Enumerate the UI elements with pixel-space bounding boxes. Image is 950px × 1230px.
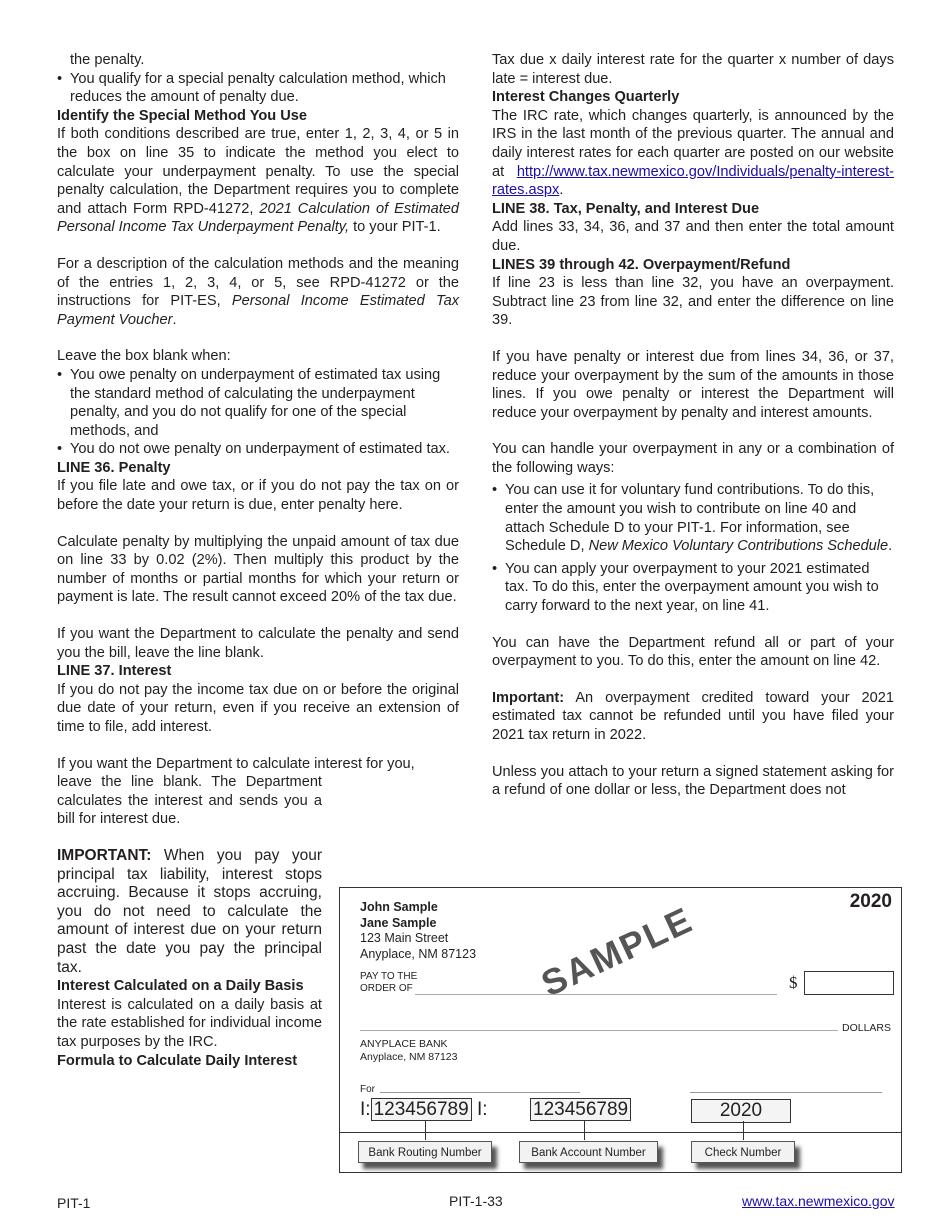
micr-symbol-2: I: — [476, 1099, 488, 1120]
check-year: 2020 — [849, 891, 892, 912]
desc-text-1: For a description of the calculation methods and the meaning of the entries 1, 2, 3, 4, or 5, see RPD-41272 or the instructions for PIT-ES, — [57, 255, 459, 310]
right-column — [492, 51, 894, 800]
overpayment-paragraph-2: If you have penalty or interest due from lines 34, 36, or 37, reduce your overpayment by the sum of the amounts in those lines. If you owe penalty or interest the Department will reduce your overpayment by penalty and interest amounts. — [492, 348, 894, 421]
form-title-rpd41272: 2021 Calculation of Estimated Personal Income Tax Underpayment Penalty, — [57, 200, 459, 236]
bullet-owe-penalty: • You owe penalty on underpayment of estimated tax using the standard method of calculating the underpayment penalty, and you do not qualify for one of the special methods, and — [57, 366, 459, 440]
account-pointer — [584, 1121, 585, 1140]
bank-info — [360, 1038, 457, 1063]
footer-form-name: PIT-1 — [57, 1195, 91, 1211]
heading-formula: Formula to Calculate Daily Interest — [57, 1052, 298, 1069]
footer-page-number: PIT-1-33 — [449, 1193, 503, 1209]
heading-line37: LINE 37. Interest — [57, 663, 172, 680]
penalty-fragment: the penalty. — [70, 52, 145, 68]
special-text-2: to your PIT-1. — [349, 219, 441, 236]
pay-to-line — [415, 994, 777, 995]
memo-line — [380, 1092, 580, 1093]
overpayment-bullets — [492, 481, 894, 615]
important-label: IMPORTANT: — [57, 846, 152, 864]
heading-interest-quarterly: Interest Changes Quarterly — [492, 89, 680, 106]
important-paragraph — [57, 847, 322, 977]
pay-to-line2: ORDER OF — [360, 983, 413, 994]
daily-basis-paragraph: Interest is calculated on a daily basis at the rate established for individual income tax purposes by the IRC. — [57, 996, 322, 1050]
bullet-apply-estimated: • You can apply your overpayment to your 2021 estimated tax. To do this, enter the overpayment amount you wish to carry forward to the next year, on line 41. — [492, 560, 894, 616]
heading-special-method: Identify the Special Method You Use — [57, 107, 308, 124]
refund-paragraph: You can have the Department refund all or part of your overpayment to you. To do this, enter the amount on line 42. — [492, 634, 894, 670]
unless-paragraph: Unless you attach to your return a signed statement asking for a refund of one dollar or less, the Department does not — [492, 763, 894, 799]
payer-city: Anyplace, NM 87123 — [360, 946, 477, 961]
bank-name: ANYPLACE BANK — [360, 1038, 448, 1050]
overpayment-paragraph-1: If line 23 is less than line 32, you have an overpayment. Subtract line 23 from line 32, and enter the difference on line 39. — [492, 275, 894, 329]
bank-account-number-label: Bank Account Number — [519, 1141, 658, 1163]
signature-line — [690, 1092, 882, 1093]
leave-blank-intro: Leave the box blank when: — [57, 348, 231, 365]
important-text: When you pay your principal tax liability, interest stops accruing. Because it stops accruing, you do not need to calculate the amount of interest due on your return past the date you pay the principal tax. — [57, 846, 322, 976]
voluntary-text: You can use it for voluntary fund contributions. To do this, enter the amount you wish to contribute on line 40 and attach Schedule D to your PIT-1. For information, see Schedule D, — [505, 482, 875, 555]
routing-number: 123456789 — [371, 1098, 472, 1121]
quarterly-text: The IRC rate, which changes quarterly, is announced by the IRS in the last month of the previous quarter. The annual and daily interest rates for each quarter are posted on our website at — [492, 107, 894, 180]
bank-routing-number-label: Bank Routing Number — [358, 1141, 492, 1163]
quarterly-paragraph — [492, 107, 894, 200]
sample-check — [339, 887, 902, 1173]
special-text-1: If both conditions described are true, enter 1, 2, 3, 4, or 5 in the box on line 35 to indicate the method you elect to calculate your underpayment penalty. To use the special penalty calculation, the Department requires you to complete and attach Form RPD-41272, — [57, 126, 459, 217]
payer-street: 123 Main Street — [360, 931, 449, 945]
special-method-paragraph — [57, 125, 459, 237]
desc-text-2: . — [172, 311, 177, 328]
routing-pointer — [425, 1121, 426, 1140]
for-label: For — [360, 1084, 375, 1095]
account-number: 123456789 — [530, 1098, 631, 1121]
micr-routing — [360, 1099, 488, 1121]
formula-paragraph: Tax due x daily interest rate for the quarter x number of days late = interest due. — [492, 52, 894, 87]
bullet-voluntary-fund — [492, 481, 894, 555]
pay-to-label — [360, 971, 417, 995]
schedule-d-title: New Mexico Voluntary Contributions Schedule — [588, 538, 889, 555]
payer-name-1: John Sample — [360, 900, 438, 914]
description-paragraph — [57, 255, 459, 329]
heading-line38: LINE 38. Tax, Penalty, and Interest Due — [492, 200, 760, 217]
penalty-bullets — [57, 70, 459, 107]
check-number: 2020 — [691, 1099, 791, 1123]
interest-rates-link[interactable]: http://www.tax.newmexico.gov/Individuals/penalty-interest-rates.aspx — [492, 163, 894, 199]
line36-paragraph-3: If you want the Department to calculate the penalty and send you the bill, leave the line blank. — [57, 626, 459, 661]
bullet-special-method: • You qualify for a special penalty calculation method, which reduces the amount of penalty due. — [57, 70, 459, 107]
heading-lines39-42: LINES 39 through 42. Overpayment/Refund — [492, 256, 791, 273]
dollar-sign: $ — [789, 973, 798, 992]
line36-paragraph-2: Calculate penalty by multiplying the unpaid amount of tax due on line 33 by 0.02 (2%). Then multiply this product by the number of months or partial months for which your return or payment is late. The result cannot exceed 20% of the tax due. — [57, 533, 459, 606]
important-refund-paragraph — [492, 689, 894, 745]
overpayment-paragraph-3: You can handle your overpayment in any or a combination of the following ways: — [492, 441, 894, 476]
pit-es-title: Personal Income Estimated Tax Payment Voucher — [57, 293, 459, 328]
micr-symbol-1: I: — [360, 1099, 371, 1120]
footer-website-link[interactable]: www.tax.newmexico.gov — [742, 1193, 895, 1209]
line37-paragraph-1: If you do not pay the income tax due on or before the original due date of your return, even if you receive an extension of time to file, add interest. — [57, 681, 459, 735]
line38-paragraph: Add lines 33, 34, 36, and 37 and then enter the total amount due. — [492, 219, 894, 254]
micr-account — [530, 1099, 631, 1121]
line37-paragraph-2-wide: If you want the Department to calculate interest for you, — [57, 755, 415, 772]
voluntary-end: . — [888, 538, 893, 555]
check-number-pointer — [743, 1121, 744, 1140]
micr-check-number — [691, 1099, 791, 1123]
important-refund-text: An overpayment credited toward your 2021 estimated tax cannot be refunded until you have filed your 2021 tax return in 2022. — [492, 689, 894, 743]
heading-daily-basis: Interest Calculated on a Daily Basis — [57, 978, 304, 995]
line36-paragraph-1: If you file late and owe tax, or if you do not pay the tax on or before the date your return is due, enter penalty here. — [57, 478, 459, 514]
sample-watermark: SAMPLE — [534, 898, 700, 1005]
important-refund-label: Important: — [492, 689, 565, 706]
check-number-label: Check Number — [691, 1141, 795, 1163]
amount-box — [804, 971, 894, 995]
dollars-label: DOLLARS — [842, 1022, 892, 1034]
dollars-line — [360, 1030, 838, 1031]
bank-city: Anyplace, NM 87123 — [360, 1050, 458, 1063]
payer-name-2: Jane Sample — [360, 915, 437, 930]
heading-line36: LINE 36. Penalty — [57, 459, 171, 476]
narrow-column-text — [57, 773, 322, 1070]
bullet-no-penalty: • You do not owe penalty on underpayment of estimated tax. — [57, 440, 459, 459]
leave-blank-bullets — [57, 366, 459, 459]
check-payer-info — [360, 900, 476, 962]
line37-paragraph-2-narrow: leave the line blank. The Department calculates the interest and sends you a bill for interest due. — [57, 774, 322, 828]
pay-to-line1: PAY TO THE — [360, 971, 418, 982]
quarterly-end: . — [559, 182, 564, 199]
